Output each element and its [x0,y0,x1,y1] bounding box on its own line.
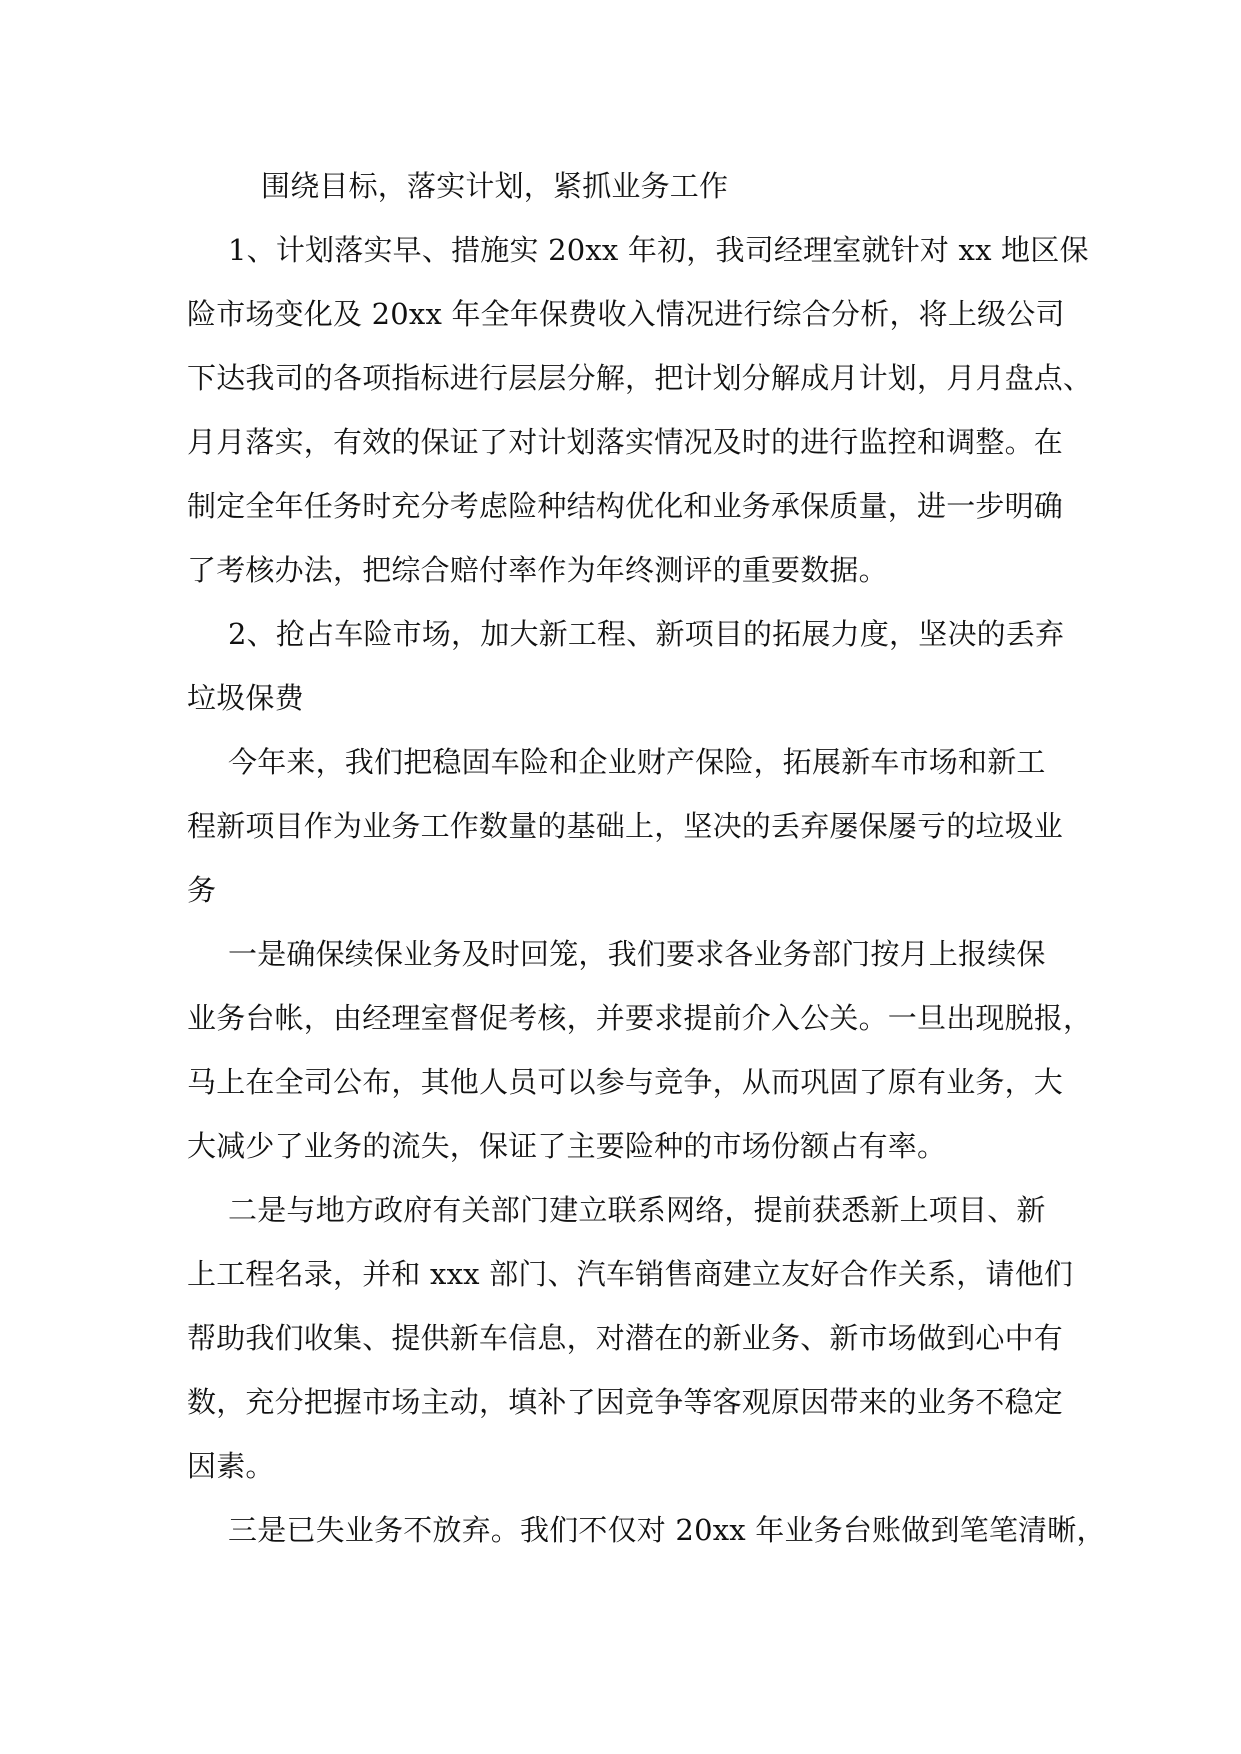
text-line: 务 [187,873,217,907]
text-line: 月月落实，有效的保证了对计划落实情况及时的进行监控和调整。在 [187,425,1064,459]
section-heading: 围绕目标，落实计划，紧抓业务工作 [261,169,729,203]
text-line: 制定全年任务时充分考虑险种结构优化和业务承保质量，进一步明确 [187,489,1064,523]
text-line: 因素。 [187,1449,275,1483]
text-line: 上工程名录，并和 xxx 部门、汽车销售商建立友好合作关系，请他们 [187,1257,1074,1291]
text-line: 程新项目作为业务工作数量的基础上，坚决的丢弃屡保屡亏的垃圾业 [187,809,1064,843]
text-line: 马上在全司公布，其他人员可以参与竞争，从而巩固了原有业务，大 [187,1065,1064,1099]
text-line: 业务台帐，由经理室督促考核，并要求提前介入公关。一旦出现脱报， [187,1001,1093,1035]
text-line: 二是与地方政府有关部门建立联系网络，提前获悉新上项目、新 [228,1193,1046,1227]
text-line: 数，充分把握市场主动，填补了因竞争等客观原因带来的业务不稳定 [187,1385,1064,1419]
text-line: 三是已失业务不放弃。我们不仅对 20xx 年业务台账做到笔笔清晰， [228,1513,1106,1547]
text-line: 大减少了业务的流失，保证了主要险种的市场份额占有率。 [187,1129,947,1163]
text-line: 2、抢占车险市场，加大新工程、新项目的拓展力度，坚决的丢弃 [228,617,1065,651]
text-line: 1、计划落实早、措施实 20xx 年初，我司经理室就针对 xx 地区保 [228,233,1089,267]
text-line: 一是确保续保业务及时回笼，我们要求各业务部门按月上报续保 [228,937,1046,971]
text-line: 今年来，我们把稳固车险和企业财产保险，拓展新车市场和新工 [228,745,1046,779]
text-line: 险市场变化及 20xx 年全年保费收入情况进行综合分析，将上级公司 [187,297,1065,331]
text-line: 下达我司的各项指标进行层层分解，把计划分解成月计划，月月盘点、 [187,361,1093,395]
text-line: 了考核办法，把综合赔付率作为年终测评的重要数据。 [187,553,888,587]
text-line: 垃圾保费 [187,681,304,715]
text-line: 帮助我们收集、提供新车信息，对潜在的新业务、新市场做到心中有 [187,1321,1064,1355]
